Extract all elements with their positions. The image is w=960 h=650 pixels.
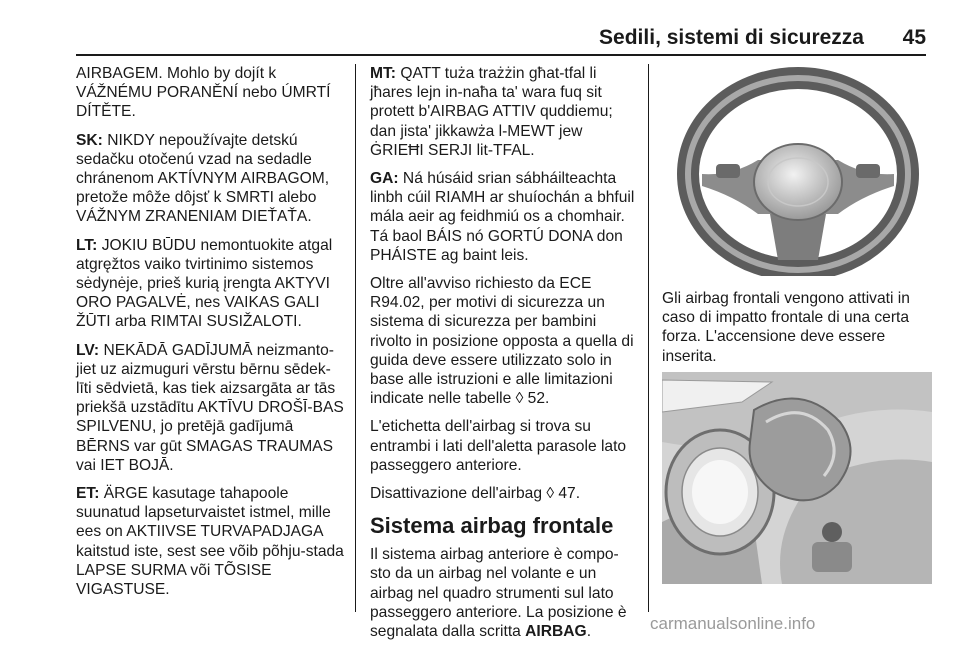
paragraph-label-location: L'etichetta dell'airbag si trova su entrambi i lati dell'aletta parasole lato passeggero anteriore. xyxy=(370,418,627,474)
paragraph-et: ET: ÄRGE kasutage tahapoole suunatud lapseturvaistet istmel, mille ees on AKTIIVSE TURVAPADJAGA kaitstud iste, sest see võib põhju-stada LAPSE SURMA või TÕSISE VIGASTUSE. xyxy=(76,485,344,599)
dashboard-airbag-illustration xyxy=(662,372,932,584)
lang-code-et: ET: xyxy=(76,485,100,503)
text-column-left xyxy=(76,64,344,608)
paragraph-mt: MT: QATT tuża trażżin għat-tfal li jħares lejn in-naħa ta' wara fuq sit protett b'AIRBAG ATTIV quddiemu; dan jista' jikkawża l-MEWT jew ĠRIEĦI SERJI lit-TFAL. xyxy=(370,65,613,159)
lang-code-lt: LT: xyxy=(76,236,98,254)
header-rule xyxy=(76,54,926,56)
figure-caption: Gli airbag frontali vengono attivati in caso di impatto frontale di una certa forza. L'accensione deve essere inserita. xyxy=(662,290,910,365)
paragraph-front-airbag: Il sistema airbag anteriore è compo-sto da un airbag nel volante e un airbag nel quadro strumenti sul lato passeggero anteriore. La posizione è segnalata dalla scritta AIRBAG. xyxy=(370,546,627,641)
column-divider-left xyxy=(355,64,356,612)
paragraph-lv: LV: NEKĀDĀ GADĪJUMĀ neizmanto-jiet uz aizmuguri vērstu bērnu sēdek-līti sēdvietā, kas tiek aizsargāta ar tās priekšā uzstādītu AKTĪVU DROŠĪ-BAS SPILVENU, jo pretējā gadījumā BĒRNS var gūt SMAGAS TRAUMAS vai IET BOJĀ. xyxy=(76,341,344,474)
airbag-deployment-icon xyxy=(662,372,932,584)
paragraph-sk: SK: NIKDY nepoužívajte detskú sedačku otočenú vzad na sedadle chránenom AKTÍVNYM AIRBAGOM, pretože môže dôjsť k SMRTI alebo VÁŽNYM ZRANENIAM DIEŤAŤA. xyxy=(76,131,330,226)
column-divider-right xyxy=(648,64,649,612)
lang-code-lv: LV: xyxy=(76,341,100,359)
airbag-word: AIRBAG xyxy=(525,623,587,641)
section-header-title: Sedili, sistemi di sicurezza xyxy=(599,26,864,49)
paragraph-deactivation: Disattivazione dell'airbag ◊ 47. xyxy=(370,485,581,503)
text-column-middle xyxy=(370,64,636,650)
lang-code-sk: SK: xyxy=(76,131,103,149)
lang-code-mt: MT: xyxy=(370,65,396,82)
paragraph-lt: LT: JOKIU BŪDU nemontuokite atgal atgręžtos vaiko tvirtinimo sistemos sėdynėje, prieš kurią įrengta AKTYVI ORO PAGALVĖ, nes VAIKAS GALI ŽŪTI arba RIMTAI SUSIŽALOTI. xyxy=(76,236,333,331)
paragraph-cs: AIRBAGEM. Mohlo by dojít k VÁŽNÉMU PORANĚNÍ nebo ÚMRTÍ DÍTĚTE. xyxy=(76,65,331,121)
lang-code-ga: GA: xyxy=(370,170,399,188)
page-header xyxy=(76,26,926,56)
section-title: Sistema airbag frontale xyxy=(370,513,614,539)
paragraph-ga: GA: Ná húsáid srian sábháilteachta linbh cúil RIAMH ar shuíochán a bhfuil mála aeir ag feidhmiú os a chomhair. Tá baol BÁIS nó GORTÚ DONA don PHÁISTE ag baint leis. xyxy=(370,170,635,264)
page-number: 45 xyxy=(902,26,926,49)
text-column-right xyxy=(662,289,932,375)
steering-wheel-icon xyxy=(662,64,932,276)
paragraph-ece: Oltre all'avviso richiesto da ECE R94.02, per motivi di sicurezza un sistema di sicurezza per bambini rivolto in posizione opposta a quella di guida deve essere utilizzato solo in base alle istruzioni e alle limitazioni indicate nelle tabelle ◊ 52. xyxy=(370,275,634,408)
steering-wheel-illustration xyxy=(662,64,932,276)
watermark: carmanualsonline.info xyxy=(650,614,816,633)
